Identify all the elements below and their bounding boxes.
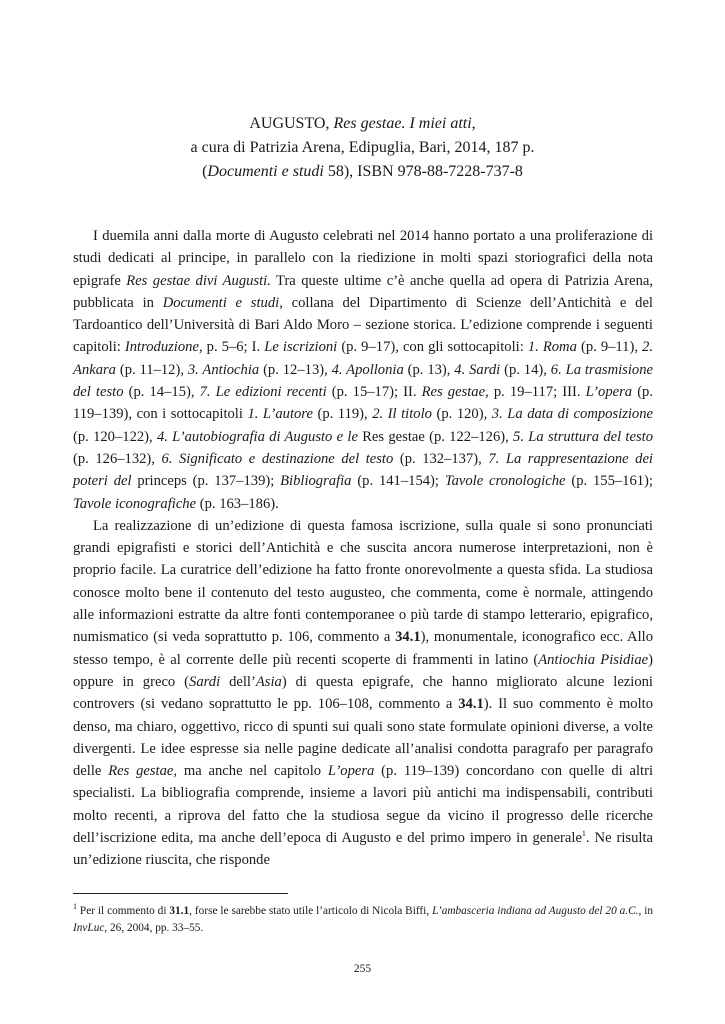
footnote-marker: 1	[73, 902, 77, 912]
paragraph-1: I duemila anni dalla morte di Augusto celebrati nel 2014 hanno portato a una proliferazione di studi dedicati al principe, in parallelo con la riedizione in molti spazi storiografici della nota epigrafe Res gestae divi Augusti. Tra queste ultime c’è anche quella ad opera di Patrizia Arena, pubblicata in Documenti e studi, collana del Dipartimento di Scienze dell’Antichità e del Tardoantico dell’Università di Bari Aldo Moro – sezione storica. L’edizione comprende i seguenti capitoli: Introduzione, p. 5–6; I. Le iscrizioni (p. 9–17), con gli sottocapitoli: 1. Roma (p. 9–11), 2. Ankara (p. 11–12), 3. Antiochia (p. 12–13), 4. Apollonia (p. 13), 4. Sardi (p. 14), 6. La trasmisione del testo (p. 14–15), 7. Le edizioni recenti (p. 15–17); II. Res gestae, p. 19–117; III. L’opera (p. 119–139), con i sottocapitoli 1. L’autore (p. 119), 2. Il titolo (p. 120), 3. La data di composizione (p. 120–122), 4. L’autobiografia di Augusto e le Res gestae (p. 122–126), 5. La struttura del testo (p. 126–132), 6. Significato e destinazione del testo (p. 132–137), 7. La rappresentazione dei poteri del princeps (p. 137–139); Bibliografia (p. 141–154); Tavole cronologiche (p. 155–161); Tavole iconografiche (p. 163–186).	[73, 228, 654, 512]
footnote-ref[interactable]: 1	[581, 829, 586, 839]
footnote: $^1$ Per il commento di 31.1, forse le sarebbe stato utile l’articolo di Nicola Biffi, L’ambasceria indiana ad Augusto del 20 a.C., in InvLuc, 26, 2004, pp. 33–55.	[73, 902, 653, 934]
header-line-1: AUGUSTO, Res gestae. I miei atti,	[249, 115, 476, 132]
page-number: 255	[353, 963, 372, 975]
header-title: Res gestae. I miei atti	[333, 115, 472, 132]
review-header	[73, 112, 652, 184]
footnote-separator	[73, 893, 288, 894]
review-body	[73, 225, 653, 872]
header-author: AUGUSTO,	[249, 115, 334, 132]
header-line-3: (Documenti e studi 58), ISBN 978-88-7228-737-8	[202, 163, 523, 180]
header-line-2: a cura di Patrizia Arena, Edipuglia, Bari, 2014, 187 p.	[190, 139, 535, 156]
paragraph-2: La realizzazione di un’edizione di questa famosa iscrizione, sulla quale si sono pronunciati grandi epigrafisti e storici dell’Antichità e che suscita ancora numerose interpretazioni, non è proprio facile. La curatrice dell’edizione ha fatto fronte onorevolmente a questa sfida. La studiosa conosce molto bene il contenuto del testo augusteo, che commenta, come è normale, attingendo alle informazioni estratte da altre fonti contemporanee o più tarde di stampo letterario, epigrafico, numismatico (si veda soprattutto p. 106, commento a 34.1), monumentale, iconografico ecc. Allo stesso tempo, è al corrente delle più recenti scoperte di frammenti in latino (Antiochia Pisidiae) oppure in greco (Sardi dell’Asia) di questa epigrafe, che hanno migliorato alcune lezioni controvers (si vedano soprattutto le pp. 106–108, commento a 34.1). Il suo commento è molto denso, ma chiaro, oggettivo, ricco di spunti sui quali sono state formulate opinioni diverse, a volte divergenti. Le idee espresse sia nelle pagine dedicate all’analisi condotta paragrafo per paragrafo delle Res gestae, ma anche nel capitolo L’opera (p. 119–139) concordano con quelle di altri specialisti. La bibliografia comprende, insieme a lavori più antichi ma indispensabili, contributi molto recenti, a riprova del fatto che la studiosa segue da vicino il progresso delle ricerche dell’iscrizione edita, ma anche dell’epoca di Augusto e del primo impero in generale$^1$. Ne risulta un’edizione riuscita, che risponde	[73, 517, 654, 869]
